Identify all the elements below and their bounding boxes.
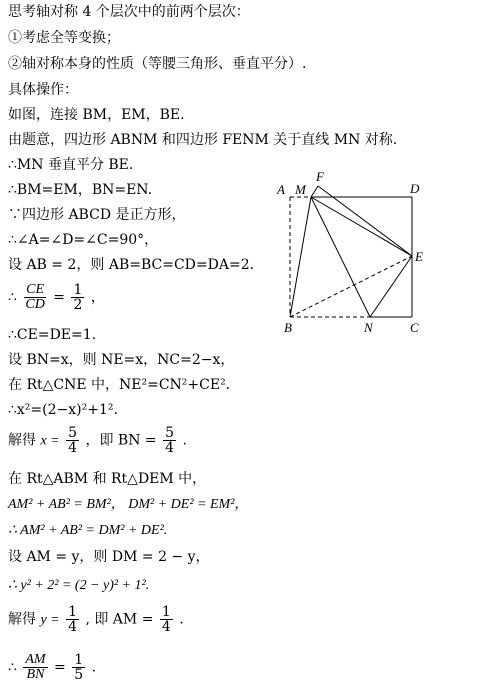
solve-x-line: 解得 x = $\frac{5}{4}$ ，即 BN = $\frac{5}{4}$ . (8, 425, 187, 456)
label-d: D (410, 181, 420, 196)
square-line: ∵四边形 ABCD 是正方形， (8, 207, 186, 223)
level-one-line: ①考虑全等变换； (8, 30, 120, 46)
segment-ne (370, 256, 412, 317)
solve-y-line: 解得 y = $\frac{1}{4}$ , 即 AM = $\frac{1}{4}$ . (8, 604, 184, 635)
equation-y-line: ∴ y² + 2² = (2 − y)² + 1². (8, 578, 150, 593)
segment-me (311, 197, 412, 256)
label-n: N (364, 320, 373, 335)
combined-equation-line: ∴ AM² + AB² = DM² + DE². (8, 523, 168, 538)
level-two-line: ②轴对称本身的性质（等腰三角形、垂直平分）. (8, 56, 307, 72)
side-length-line: 设 AB = 2，则 AB=BC=CD=DA=2. (8, 257, 255, 273)
pythagoras-cne-line: 在 Rt△CNE 中，NE²=CN²+CE². (8, 377, 231, 393)
segment-mf (311, 186, 318, 197)
ce-de-line: ∴CE=DE=1. (8, 327, 97, 343)
label-c: C (410, 320, 419, 335)
square-fold-diagram (275, 166, 445, 341)
right-triangles-line: 在 Rt△ABM 和 Rt△DEM 中， (8, 471, 207, 487)
label-m: M (295, 182, 306, 197)
connect-line: 如图，连接 BM，EM，BE. (8, 107, 185, 123)
set-bn-line: 设 BN=x，则 NE=x，NC=2−x， (8, 352, 235, 368)
final-ratio-line: ∴ $\frac{AM}{BN}$ = $\frac{1}{5}$ . (8, 652, 97, 683)
operation-heading: 具体操作： (8, 82, 78, 98)
ce-cd-fraction: $\frac{CE}{CD}$ (25, 282, 45, 312)
half-fraction: $\frac{1}{2}$ (73, 282, 83, 313)
am-bn-fraction: $\frac{AM}{BN}$ (25, 652, 46, 682)
one-quarter-fraction: $\frac{1}{4}$ (68, 604, 77, 635)
five-quarters-fraction: $\frac{5}{4}$ (68, 425, 77, 456)
set-am-line: 设 AM = y，则 DM = 2 − y， (8, 549, 210, 565)
label-b: B (284, 320, 292, 335)
segment-bm (290, 197, 311, 317)
pythagoras-pair-line: AM² + AB² = BM²， DM² + DE² = EM²， (8, 497, 249, 512)
bn-value-fraction: $\frac{5}{4}$ (165, 425, 174, 456)
equation-x-line: ∴x²=(2−x)²+1². (8, 402, 118, 418)
am-value-fraction: $\frac{1}{4}$ (161, 604, 171, 635)
intro-line: 思考轴对称 4 个层次中的前两个层次： (8, 4, 250, 20)
label-e: E (415, 249, 423, 264)
label-f: F (316, 169, 324, 184)
ratio-ce-cd-line: ∴ $\frac{CE}{CD}$ = $\frac{1}{2}$ ， (8, 282, 105, 313)
symmetry-line: 由题意，四边形 ABNM 和四边形 FENM 关于直线 MN 对称. (8, 132, 398, 148)
label-a: A (277, 182, 285, 197)
segment-be-dashed (290, 256, 412, 317)
bisector-line: ∴MN 垂直平分 BE. (8, 157, 134, 173)
equal-segments-line: ∴BM=EM，BN=EN. (8, 182, 153, 198)
one-fifth-fraction: $\frac{1}{5}$ (74, 652, 84, 683)
segment-mn (311, 197, 370, 317)
angles-line: ∴∠A=∠D=∠C=90°， (8, 232, 159, 248)
